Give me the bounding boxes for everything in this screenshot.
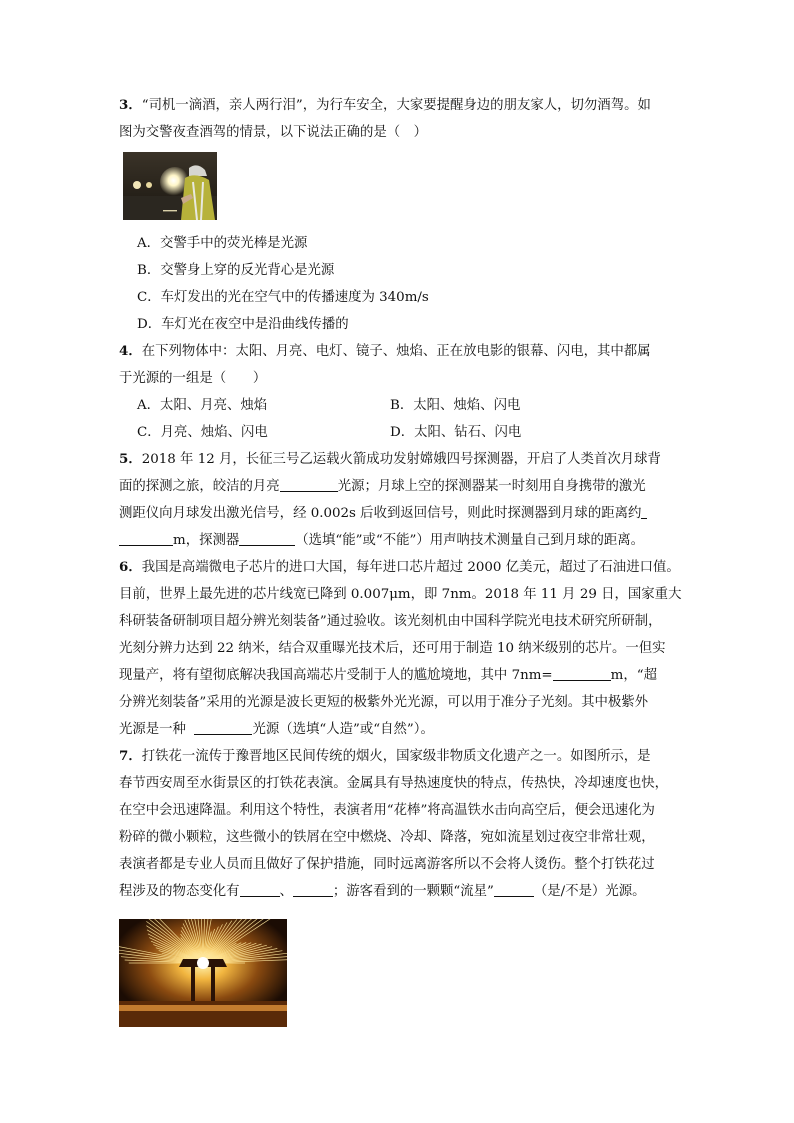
q5-blank-2[interactable] xyxy=(119,530,173,546)
police-night-photo xyxy=(123,152,217,220)
q4-options-row-1 xyxy=(119,392,697,419)
q6-line-4: 光刻分辨力达到 22 纳米，结合双重曝光技术后，还可用于制造 10 纳米级别的芯片。一但实 xyxy=(119,641,666,656)
q5-line-2: 面的探测之旅，皎洁的月亮 光源；月球上空的探测器某一时刻用自身携带的激光 xyxy=(119,473,697,500)
question-4 xyxy=(119,338,697,446)
q6-blank-1[interactable] xyxy=(553,665,611,681)
q7-line-2: 春节西安周至水街景区的打铁花表演。金属具有导热速度快的特点，传热快，冷却速度也快， xyxy=(119,776,669,791)
q7-line-6: 程涉及的物态变化有 、 ；游客看到的一颗颗“流星” （是/不是）光源。 xyxy=(119,878,697,905)
q3-stem-line-2: 图为交警夜查酒驾的情景，以下说法正确的是（ ） xyxy=(119,125,427,140)
q5-line-1: 5．2018 年 12 月，长征三号乙运载火箭成功发射嫦娥四号探测器，开启了人类首次月球背 xyxy=(119,451,661,467)
q4-stem-line-1: 4．在下列物体中：太阳、月亮、电灯、镜子、烛焰、正在放电影的银幕、闪电，其中都属 xyxy=(119,343,651,359)
q3-stem-line-1: 3．“司机一滴酒，亲人两行泪”，为行车安全，大家要提醒身边的朋友家人，切勿酒驾。如 xyxy=(119,97,651,113)
police-photo xyxy=(123,152,697,224)
q5-blank-1[interactable] xyxy=(280,476,338,492)
q4-option-c[interactable]: C．月亮、烛焰、闪电 xyxy=(137,425,268,440)
question-page xyxy=(119,92,697,1037)
q4-option-d[interactable]: D．太阳、钻石、闪电 xyxy=(390,425,522,440)
question-7 xyxy=(119,743,697,1031)
q6-line-1: 6．我国是高端微电子芯片的进口大国，每年进口芯片超过 2000 亿美元，超过了石油进口值。 xyxy=(119,559,680,575)
q7-line-3: 在空中会迅速降温。利用这个特性，表演者用“花棒”将高温铁水击向高空后，便会迅速化为 xyxy=(119,803,655,818)
question-5 xyxy=(119,446,697,554)
q6-line-3: 科研装备研制项目超分辨光刻装备”通过验收。该光刻机由中国科学院光电技术研究所研制， xyxy=(119,614,662,629)
q6-line-5: 现量产，将有望彻底解决我国高端芯片受制于人的尴尬境地，其中 7nm= m，“超 xyxy=(119,662,697,689)
question-6 xyxy=(119,554,697,743)
q6-line-2: 目前，世界上最先进的芯片线宽已降到 0.007μm，即 7nm。2018 年 11 月 29 日，国家重大 xyxy=(119,587,682,602)
q7-line-1: 7．打铁花一流传于豫晋地区民间传统的烟火，国家级非物质文化遗产之一。如图所示，是 xyxy=(119,748,651,764)
q5-line-4: m，探测器 （选填“能”或“不能”）用声呐技术测量自己到月球的距离。 xyxy=(119,527,697,554)
q4-option-b[interactable]: B．太阳、烛焰、闪电 xyxy=(390,398,521,413)
q3-option-c[interactable]: C．车灯发出的光在空气中的传播速度为 340m/s xyxy=(137,290,429,305)
q5-line-3: 测距仪向月球发出激光信号，经 0.002s 后收到返回信号，则此时探测器到月球的距离约 xyxy=(119,500,697,527)
q5-blank-3[interactable] xyxy=(239,530,295,546)
q4-option-a[interactable]: A．太阳、月亮、烛焰 xyxy=(137,398,268,413)
q7-line-5: 表演者都是专业人员而且做好了保护措施，同时远离游客所以不会将人烫伤。整个打铁花过 xyxy=(119,857,655,872)
q7-blank-2[interactable] xyxy=(293,881,333,897)
q6-line-7: 光源是一种 光源（选填“人造”或“自然”）。 xyxy=(119,716,697,743)
q6-line-6: 分辨光刻装备”采用的光源是波长更短的极紫外光光源，可以用于准分子光刻。其中极紫外 xyxy=(119,695,649,710)
q3-option-b[interactable]: B．交警身上穿的反光背心是光源 xyxy=(137,263,335,278)
q7-line-4: 粉碎的微小颗粒，这些微小的铁屑在空中燃烧、冷却、降落，宛如流星划过夜空非常壮观， xyxy=(119,830,655,845)
iron-fireworks-photo xyxy=(119,911,697,1031)
q5-blank-2a[interactable] xyxy=(641,503,647,519)
q7-blank-1[interactable] xyxy=(240,881,280,897)
q6-blank-2[interactable] xyxy=(194,719,252,735)
q3-option-d[interactable]: D．车灯光在夜空中是沿曲线传播的 xyxy=(137,317,349,332)
question-3 xyxy=(119,92,697,338)
q4-stem-line-2: 于光源的一组是（ ） xyxy=(119,371,267,386)
iron-flower-fireworks-photo xyxy=(119,919,287,1027)
q7-blank-3[interactable] xyxy=(494,881,534,897)
q4-options-row-2 xyxy=(119,419,697,446)
q3-option-a[interactable]: A．交警手中的荧光棒是光源 xyxy=(137,236,308,251)
